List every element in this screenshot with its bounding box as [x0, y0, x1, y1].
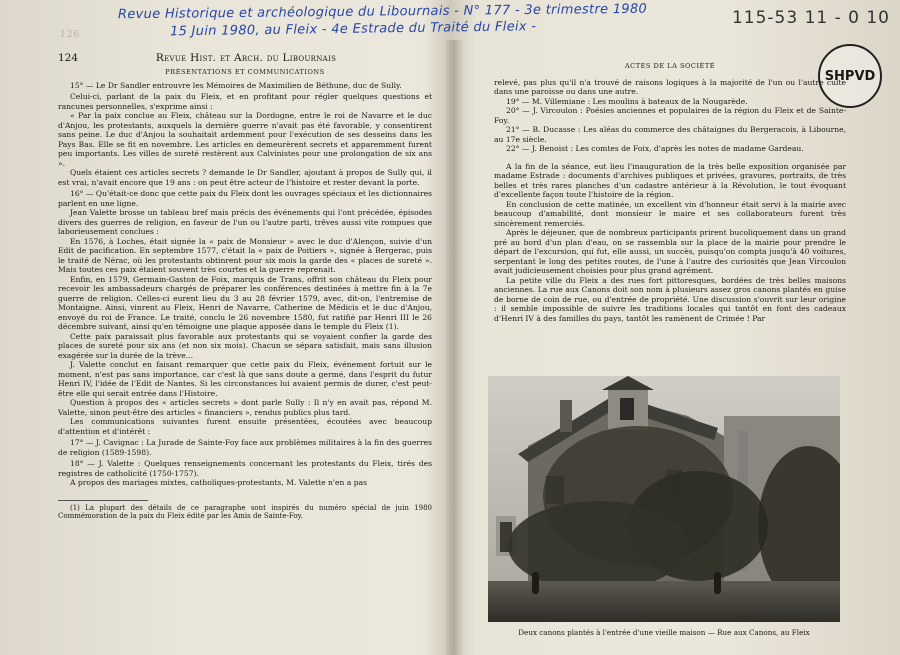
paragraph: Celui-ci, parlant de la paix du Fleix, et en profitant pour régler quelques questions et rancunes personnelles, s'exprime ainsi : — [58, 92, 432, 111]
paragraph: A propos des mariages mixtes, catholiques-protestants, M. Valette n'en a pas — [70, 478, 367, 487]
stamp-text: SHPVD — [824, 68, 876, 84]
paragraph: A la fin de la séance, eut lieu l'inauguration de la très belle exposition organisée par madame Estrade : documents d'archives publiques et privées, gravures, portraits, de très belles et très rares planches d'un cadastre antérieur à la Révolution, le tout évoquant d'excellente façon toute l'histoire de la région. — [494, 161, 846, 199]
right-page — [494, 62, 846, 323]
paragraph: Après le déjeuner, que de nombreux participants prirent bucoliquement dans un grand pré au bord d'un plan d'eau, on se rassembla sur la place de la mairie pour prendre le départ de l'excursion, qui fut, elle aussi, un succès, puisqu'on compta jusqu'à 40 voitures, serpentant le long des petites routes, de l'une à l'autre des curiosités que Jean Vircoulon avait judicieusement choisies pour plus grand agrément. — [494, 228, 846, 275]
paragraph: Question à propos des « articles secrets » dont parle Sully : Il n'y en avait pas, répond M. Valette, sinon peut-être des articles « financiers », rendus publics plus tard. — [58, 398, 432, 417]
paragraph: 18° — J. Valette : Quelques renseignements concernant les protestants du Fleix, tirés des registres de catholicité (1750-1757). — [58, 459, 432, 478]
section-title: PRÉSENTATIONS ET COMMUNICATIONS — [165, 68, 325, 76]
list-item: 20° — J. Vircoulon : Poésies anciennes et populaires de la région du Fleix et de Sainte-Foy. — [494, 106, 846, 125]
page-number: 124 — [58, 52, 79, 64]
running-title: Revue Hist. et Arch. du Libournais — [155, 52, 337, 64]
list-item: 19° — M. Villemiane : Les moulins à bateaux de la Nougarède. — [506, 96, 748, 106]
paragraph: Cette paix paraissait plus favorable aux protestants qui se voyaient confier la garde des places de sureté pour six ans (et non six mois). Chacun se sépara satisfait, mais sans illusion exagérée sur la durée de la trève... — [58, 331, 432, 360]
footnote-rule — [58, 500, 148, 501]
left-page — [58, 52, 432, 521]
book-spine-shadow — [444, 40, 464, 655]
paragraph: En conclusion de cette matinée, un excellent vin d'honneur était servi à la mairie avec beaucoup d'amabilité, dont monsieur le maire et ses collaborateurs furent très sincèrement remerciés. — [494, 199, 846, 228]
paragraph: La petite ville du Fleix a des rues fort pittoresques, bordées de très belles maisons anciennes. La rue aux Canons doit son nom à plusieurs assez gros canons plantés en guise de borne de coin de rue, ou d'entrée de propriété. Une discussion s'ouvrit sur leur origine : il semble impossible de suivre les traditions locales qui tantôt en font des cadeaux d'Henri IV à des familles du pays, tantôt les ramènent de Crimée ! Par — [494, 275, 846, 323]
paragraph: Enfin, en 1579, Germain-Gaston de Foix, marquis de Trans, offrit son château du Fleix pour recevoir les ambassadeurs chargés de préparer les conférences destinées à mettre fin à la 7e guerre de religion. Celles-ci eurent lieu du 3 au 28 février 1579, avec, dit-on, l'entremise de Montaigne. Ainsi, vinrent au Fleix, Henri de Navarre, Catherine de Médicis et le duc d'Anjou, envoyé du roi de France. Le traité, conclu le 26 novembre 1580, fut ratifié par Henri III le 26 décembre suivant, ainsi qu'en témoigne une plaque apposée dans le temple du Fleix (1). — [58, 274, 432, 331]
left-page-header — [58, 52, 432, 64]
list-item: 21° — B. Ducasse : Les aléas du commerce des châtaignes du Bergeracois, à Libourne, au 17e siècle. — [494, 125, 846, 144]
paragraph: Quels étaient ces articles secrets ? demande le Dr Sandler, ajoutant à propos de Sully qui, il est vrai, n'avait encore que 19 ans : on peut être acteur de l'histoire et rester devant la porte. — [58, 168, 432, 187]
paragraph: Les communications suivantes furent ensuite présentées, écoutées avec beaucoup d'attention et d'intérêt : — [58, 417, 432, 436]
archive-reference-code: 115-53 11 - 0 10 — [731, 8, 890, 28]
right-running-title: ACTES DE LA SOCIÉTÉ — [624, 62, 716, 70]
house-photo-illustration — [488, 376, 840, 622]
paragraph: « Par la paix conclue au Fleix, château sur la Dordogne, entre le roi de Navarre et le duc d'Anjou, les protestants, auxquels la dernière guerre n'avait pas été favorable, y consentirent sans peine. Le duc d'Anjou la souhaitait ardemment pour l'exécution de ses desseins dans les Pays Bas. Elle se fit en novembre. Les articles en demeurèrent secrets et apparemment furent peu importants. Les villes de sureté restèrent aux Calvinistes pour une prolongation de six ans ». — [58, 111, 432, 168]
paragraph: 15° — Le Dr Sandler entrouvre les Mémoires de Maximilien de Béthune, duc de Sully. — [70, 80, 402, 90]
paragraph: 16° — Qu'était-ce donc que cette paix du Fleix dont les ouvrages spéciaux et les dictionnaires parlent en une ligne. — [58, 189, 432, 208]
paragraph: 17° — J. Cavignac : La Jurade de Sainte-Foy face aux problèmes militaires à la fin des guerres de religion (1589-1598). — [58, 438, 432, 457]
paragraph: J. Valette conclut en faisant remarquer que cette paix du Fleix, événement fortuit sur le moment, n'est pas sans importance, car c'est là que sans doute a germé, dans l'esprit du futur Henri IV, l'idée de l'Edit de Nantes. Si les circonstances lui avaient permis de durer, c'est peut-être elle qui serait entrée dans l'Histoire. — [58, 360, 432, 398]
paragraph: En 1576, à Loches, était signée la « paix de Monsieur » avec le duc d'Alençon, suivie d'un Edit de pacification. En septembre 1577, c'était la « paix de Poitiers », signée à Bergerac, puis le traité de Nérac, où les protestants obtinrent pour six mois la garde des « places de sureté ». Mais toutes ces paix étaient souvent très courtes et la guerre reprenait. — [58, 236, 432, 274]
handwritten-note-line-1: Revue Historique et archéologique du Libournais - N° 177 - 3e trimestre 1980 — [117, 1, 648, 23]
photo-old-house — [488, 376, 840, 622]
handwritten-note-line-2: 15 Juin 1980, au Fleix - 4e Estrade du Traité du Fleix - — [169, 19, 537, 40]
bleed-through-page-number: 126 — [60, 30, 81, 40]
footnote: (1) La plupart des détails de ce paragraphe sont inspirés du numéro spécial de juin 1980 Commémoration de la paix du Fleix édité par les Amis de Sainte-Foy. — [58, 503, 432, 521]
paragraph: relevé, pas plus qu'il n'a trouvé de raisons logiques à la majorité de l'un ou l'autre culte dans une paroisse ou dans une autre. — [494, 77, 846, 96]
photo-caption: Deux canons plantés à l'entrée d'une vieille maison — Rue aux Canons, au Fleix — [518, 628, 810, 637]
list-item: 22° — J. Benoist : Les comtes de Foix, d'après les notes de madame Gardeau. — [506, 144, 804, 153]
paragraph: Jean Valette brosse un tableau bref mais précis des événements qui l'ont précédée, épisodes divers des guerres de religion, en faveur de l'un ou l'autre parti, trêves aussi vite rompues que laborieusement conclues : — [58, 208, 432, 236]
